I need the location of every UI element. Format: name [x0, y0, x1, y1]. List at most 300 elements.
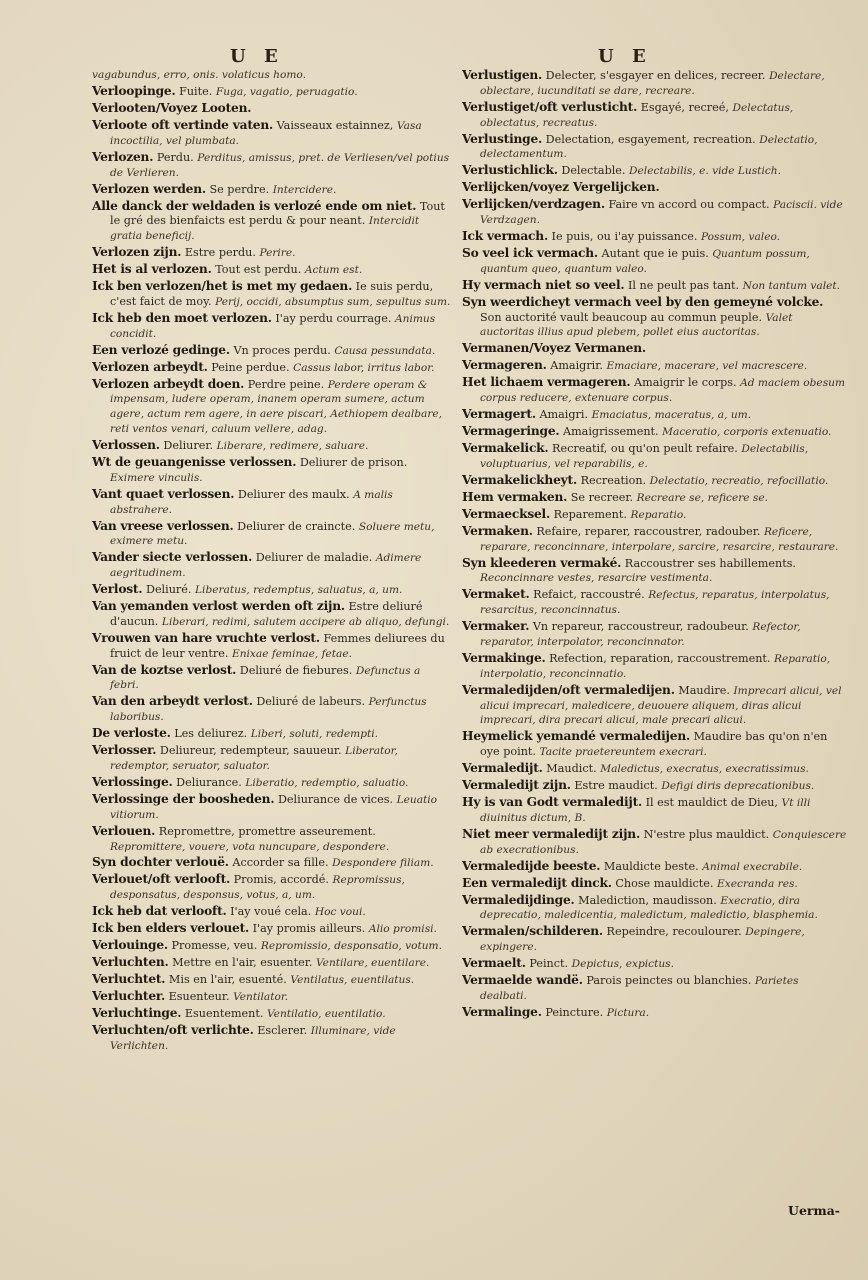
dictionary-entry: [462, 729, 848, 760]
latin-gloss: Animal execrabile.: [702, 860, 803, 873]
dictionary-entry: [92, 1006, 452, 1022]
french-gloss: Il est mauldict de Dieu,: [645, 796, 778, 810]
headword: Verlossinge.: [92, 774, 173, 789]
dictionary-entry: [92, 663, 452, 694]
dictionary-entry: [92, 311, 452, 342]
latin-gloss: Reparatio.: [630, 508, 687, 521]
latin-gloss: Liberi, soluti, redempti.: [250, 728, 379, 741]
dictionary-entry: [92, 921, 452, 937]
headword: Vermaledijde beeste.: [462, 858, 601, 873]
headword: Verluchter.: [92, 989, 166, 1004]
headword: Een verlozé gedinge.: [92, 342, 230, 357]
french-gloss: Mauldicte beste.: [603, 859, 699, 873]
dictionary-entry: [462, 132, 848, 163]
dictionary-entry: [92, 68, 452, 83]
latin-gloss: Delectatus, oblectatus, recreatus.: [480, 101, 794, 129]
french-gloss: Faire vn accord ou compact.: [608, 198, 770, 212]
latin-gloss: Paciscii. vide Verdzagen.: [480, 199, 843, 227]
running-head-right: U E: [598, 46, 652, 67]
headword: Ick heb den moet verlozen.: [92, 310, 272, 325]
french-gloss: Deliurer de maladie.: [255, 551, 373, 565]
french-gloss: Se recreer.: [570, 490, 634, 504]
french-gloss: Deliurer de craincte.: [237, 519, 356, 533]
french-gloss: I'ay perdu courrage.: [275, 311, 392, 325]
headword: Vermakelick.: [462, 441, 549, 456]
dictionary-entry: [462, 893, 848, 924]
french-gloss: Femmes deliurees du fruict de leur ventre.: [110, 631, 445, 660]
latin-gloss: Enixae feminae, fetae.: [231, 647, 353, 660]
latin-gloss: Valet auctoritas illius apud plebem, pollet eius auctoritas.: [480, 311, 793, 339]
latin-gloss: Repromissus, desponsatus, desponsus, votus, a, um.: [110, 874, 405, 902]
dictionary-entry: [92, 101, 452, 117]
headword: Verlouen.: [92, 823, 156, 838]
latin-gloss: Causa pessundata.: [334, 344, 436, 357]
headword: Verlosser.: [92, 743, 157, 758]
headword: Verluchtinge.: [92, 1006, 182, 1021]
dictionary-entry: [92, 455, 452, 486]
french-gloss: Esuentement.: [184, 1007, 264, 1021]
french-gloss: Repromettre, promettre asseurement.: [158, 824, 376, 838]
headword: Van yemanden verlost werden oft zijn.: [92, 599, 345, 614]
latin-gloss: Cassus labor, irritus labor.: [293, 361, 435, 374]
headword: Vermaelt.: [462, 956, 526, 971]
headword: Het lichaem vermageren.: [462, 375, 631, 390]
dictionary-entry: [462, 795, 848, 826]
headword: Verlossen.: [92, 437, 160, 452]
latin-gloss: Emaciare, macerare, vel macrescere.: [606, 360, 808, 373]
french-gloss: Reparement.: [553, 507, 627, 521]
headword: Van den arbeydt verlost.: [92, 694, 253, 709]
dictionary-entry: [92, 824, 452, 855]
dictionary-entry: [462, 424, 848, 440]
latin-gloss: A malis abstrahere.: [110, 488, 393, 516]
headword: Niet meer vermaledijt zijn.: [462, 826, 640, 841]
french-gloss: Vn proces perdu.: [233, 343, 331, 357]
french-gloss: Mettre en l'air, esuenter.: [172, 956, 313, 970]
french-gloss: Tout le gré des bienfaicts est perdu & pour neant.: [110, 199, 445, 228]
dictionary-entry: [462, 556, 848, 587]
headword: Vermaecksel.: [462, 506, 551, 521]
french-gloss: Recreation.: [580, 473, 647, 487]
dictionary-entry: [92, 872, 452, 903]
latin-gloss: Ventilatus, euentilatus.: [290, 974, 415, 987]
headword: Ick vermach.: [462, 229, 548, 244]
catchword: Uerma-: [788, 1203, 840, 1218]
dictionary-entry: [462, 859, 848, 875]
headword: Verlustinge.: [462, 131, 543, 146]
dictionary-entry: [92, 726, 452, 742]
headword: Een vermaledijt dinck.: [462, 875, 612, 890]
dictionary-entry: [462, 778, 848, 794]
dictionary-entry: [462, 490, 848, 506]
dictionary-entry: [462, 619, 848, 650]
headword: Vermaledijt zijn.: [462, 778, 571, 793]
french-gloss: Tout est perdu.: [215, 263, 302, 277]
french-gloss: Malediction, maudisson.: [578, 893, 717, 907]
headword: Vermaket.: [462, 587, 530, 602]
headword: Alle danck der weldaden is verlozé ende om niet.: [92, 198, 417, 213]
latin-gloss: Depingere, expingere.: [480, 926, 805, 954]
headword: Verluchten.: [92, 955, 169, 970]
latin-gloss: Vasa incoctilia, vel plumbata.: [110, 119, 422, 147]
french-gloss: Mis en l'air, esuenté.: [168, 973, 287, 987]
latin-gloss: Ventilatio, euentilatio.: [267, 1008, 386, 1021]
headword: Vermalinge.: [462, 1004, 542, 1019]
dictionary-entry: [462, 375, 848, 406]
dictionary-entry: [462, 1005, 848, 1021]
french-gloss: Amaigrissement.: [562, 425, 659, 439]
latin-gloss: Perire.: [259, 247, 296, 260]
latin-gloss: Reparatio, interpolatio, reconcinnatio.: [480, 653, 831, 680]
dictionary-entry: [462, 246, 848, 277]
headword: Syn weerdicheyt vermach veel by den gemeyné volcke.: [462, 294, 824, 309]
dictionary-entry: [462, 524, 848, 555]
latin-gloss: Parietes dealbati.: [480, 975, 799, 1002]
latin-gloss: Hoc voui.: [314, 906, 366, 919]
headword: Vermanen/Voyez Vermanen.: [462, 341, 646, 356]
french-gloss: Deliurer.: [163, 438, 214, 452]
french-gloss: N'estre plus mauldict.: [643, 827, 770, 841]
french-gloss: Accorder sa fille.: [232, 856, 329, 870]
dictionary-entry: [462, 956, 848, 972]
headword: Verlijcken/voyez Vergelijcken.: [462, 180, 660, 195]
latin-gloss: Delectabilis, e. vide Lustich.: [629, 165, 781, 178]
french-gloss: Autant que ie puis.: [601, 247, 709, 261]
headword: Vermaledijdinge.: [462, 892, 575, 907]
french-gloss: Repeindre, recoulourer.: [606, 925, 742, 939]
dictionary-entry: [462, 651, 848, 682]
headword: Hy vermach niet so veel.: [462, 277, 625, 292]
dictionary-entry: [92, 262, 452, 278]
dictionary-entry: [92, 487, 452, 518]
headword: Ick heb dat verlooft.: [92, 904, 227, 919]
latin-gloss: Refectus, reparatus, interpolatus, resarcitus, reconcinnatus.: [480, 589, 830, 617]
french-gloss: I'ay voué cela.: [230, 905, 312, 919]
latin-gloss: Delectatio, recreatio, refocillatio.: [649, 474, 829, 487]
french-gloss: Deliurance de vices.: [277, 792, 393, 806]
dictionary-entry: [462, 278, 848, 294]
french-gloss: Deliuré de labeurs.: [256, 695, 366, 709]
dictionary-entry: [462, 295, 848, 340]
dictionary-entry: [92, 377, 452, 437]
french-gloss: Esclerer.: [257, 1024, 308, 1038]
french-gloss: I'ay promis ailleurs.: [252, 922, 366, 936]
dictionary-entry: [462, 827, 848, 858]
headword: Vermakelickheyt.: [462, 472, 577, 487]
french-gloss: Esgayé, recreé,: [640, 100, 729, 114]
dictionary-entry: [462, 163, 848, 179]
headword: Syn dochter verlouë.: [92, 855, 229, 870]
headword: Ick ben verlozen/het is met my gedaen.: [92, 279, 353, 294]
french-gloss: Estre maudict.: [574, 779, 658, 793]
french-gloss: Estre perdu.: [184, 246, 256, 260]
dictionary-entry: [462, 507, 848, 523]
french-gloss: Amaigrir le corps.: [634, 376, 737, 390]
dictionary-entry: [92, 182, 452, 198]
latin-gloss: Defigi diris deprecationibus.: [661, 780, 815, 793]
headword: Hy is van Godt vermaledijt.: [462, 795, 643, 810]
french-gloss: Maudire.: [678, 683, 730, 697]
headword: Vermaledijden/oft vermaledijen.: [462, 682, 675, 697]
latin-gloss: Liberatio, redemptio, saluatio.: [245, 776, 409, 789]
dictionary-entry: [92, 631, 452, 662]
latin-gloss: Execratio, dira deprecatio, maledicentia, maledictum, maledictio, blasphemia.: [480, 894, 818, 922]
headword: Verloopinge.: [92, 83, 176, 98]
latin-gloss: Intercidere.: [272, 183, 337, 196]
dictionary-entry: [462, 197, 848, 228]
headword: Vermagert.: [462, 407, 536, 422]
dictionary-entry: [92, 582, 452, 598]
dictionary-entry: [462, 876, 848, 892]
french-gloss: Delecter, s'esgayer en delices, recreer.: [545, 69, 766, 82]
latin-gloss: Execranda res.: [717, 877, 798, 890]
french-gloss: Peine perdue.: [211, 360, 290, 374]
dictionary-entry: [92, 855, 452, 871]
french-gloss: Vn repareur, raccoustreur, radoubeur.: [532, 620, 749, 634]
latin-gloss: Imprecari alicui, vel alicui imprecari, maledicere, deuouere aliquem, diras alicui imprecari, dira precari alicui, male precari alicui.: [480, 684, 842, 727]
latin-gloss: Delectabilis, voluptuarius, vel reparabilis, e.: [480, 443, 809, 470]
french-gloss: Deliurer de prison.: [299, 455, 408, 469]
french-gloss: Ie suis perdu, c'est faict de moy.: [110, 280, 434, 308]
dictionary-entry: [462, 924, 848, 955]
headword: Vrouwen van hare vruchte verlost.: [92, 630, 320, 645]
headword: Vermageringe.: [462, 424, 560, 439]
dictionary-entry: [92, 1023, 452, 1054]
latin-gloss: Reficere, reparare, reconcinnare, interpolare, sarcire, resarcire, restaurare.: [480, 525, 839, 553]
french-gloss: Deliurer des maulx.: [237, 487, 350, 501]
french-gloss: Deliuré de fiebures.: [239, 663, 353, 677]
dictionary-entry: [462, 683, 848, 728]
dictionary-entry: [92, 775, 452, 791]
french-gloss: Maudire bas qu'on n'en oye point.: [480, 730, 828, 759]
headword: Het is al verlozen.: [92, 262, 212, 277]
headword: Vermalen/schilderen.: [462, 924, 603, 939]
french-gloss: Se perdre.: [209, 182, 270, 196]
french-gloss: Son auctorité vault beaucoup au commun peuple.: [480, 310, 763, 324]
dictionary-entry: [92, 599, 452, 630]
latin-gloss: Ad maciem obesum corpus reducere, extenuare corpus.: [480, 377, 846, 405]
latin-gloss: Intercidit gratia beneficij.: [110, 215, 420, 243]
latin-gloss: Leuatio vitiorum.: [110, 793, 438, 821]
latin-gloss: Vt illi diuinitus dictum, B.: [480, 797, 811, 824]
headword: Syn kleederen vermaké.: [462, 555, 622, 570]
dictionary-entry: [92, 792, 452, 823]
latin-gloss: Adimere aegritudinem.: [110, 552, 422, 580]
french-gloss: Les deliurez.: [174, 727, 248, 741]
latin-gloss: Conquiescere ab execrationibus.: [480, 828, 847, 856]
headword: Verlozen werden.: [92, 181, 206, 196]
dictionary-entry: [462, 473, 848, 489]
french-gloss: Perdre peine.: [247, 377, 325, 391]
headword: Vermageren.: [462, 358, 547, 373]
headword: Verlijcken/verdzagen.: [462, 197, 605, 212]
headword: Vermaker.: [462, 619, 530, 634]
latin-gloss: Reconcinnare vestes, resarcire vestimenta.: [480, 572, 713, 585]
latin-gloss: Perditus, amissus, pret. de Verliesen/vel potius de Verlieren.: [110, 151, 450, 179]
dictionary-entry: [92, 550, 452, 581]
dictionary-entry: [92, 972, 452, 988]
latin-gloss: Emaciatus, maceratus, a, um.: [591, 409, 752, 422]
french-gloss: Ie puis, ou i'ay puissance.: [551, 230, 698, 244]
headword: Vander siecte verlossen.: [92, 550, 253, 565]
latin-gloss: Liberator, redemptor, seruator, saluator.: [110, 745, 398, 772]
dictionary-entry: [92, 199, 452, 244]
french-gloss: Amaigrir.: [550, 359, 603, 373]
headword: Verlozen zijn.: [92, 245, 182, 260]
latin-gloss: Liberare, redimere, saluare.: [216, 439, 369, 452]
headword: De verloste.: [92, 726, 171, 741]
headword: Verlouet/oft verlooft.: [92, 872, 231, 887]
latin-gloss: Eximere vinculis.: [110, 471, 203, 484]
french-gloss: Refaict, raccoustré.: [533, 588, 645, 602]
dictionary-entry: [92, 360, 452, 376]
headword: Verluchtet.: [92, 972, 166, 987]
latin-gloss: Recreare se, reficere se.: [636, 491, 768, 504]
latin-gloss: Ventilare, euentilare.: [316, 957, 430, 970]
latin-gloss: vagabundus, erro, onis. volaticus homo.: [92, 69, 306, 81]
latin-gloss: Perfunctus laboribus.: [110, 696, 427, 724]
french-gloss: Chose mauldicte.: [615, 876, 714, 890]
french-gloss: Peinct.: [529, 957, 569, 971]
latin-gloss: Perdere operam & impensam, ludere operam, inanem operam sumere, actum agere, actum rem agere, in aere piscari, Aethiopem dealbare, reti ventos venari, caluum vellere, adag.: [110, 378, 443, 435]
dictionary-entry: [92, 743, 452, 774]
dictionary-entry: [462, 358, 848, 374]
dictionary-entry: [92, 118, 452, 149]
dictionary-entry: [92, 279, 452, 310]
dictionary-entry: [92, 245, 452, 261]
headword: Verlossinge der boosheden.: [92, 791, 275, 806]
dictionary-entry: [462, 180, 848, 196]
dictionary-entry: [462, 973, 848, 1004]
headword: Verlozen arbeydt doen.: [92, 376, 245, 391]
french-gloss: Esuenteur.: [168, 990, 230, 1004]
left-column: [92, 68, 452, 1055]
latin-gloss: Maledictus, execratus, execratissimus.: [600, 763, 809, 776]
running-head-left: U E: [230, 46, 284, 67]
latin-gloss: Soluere metu, eximere metu.: [110, 520, 435, 548]
latin-gloss: Maceratio, corporis extenuatio.: [662, 426, 832, 439]
latin-gloss: Ventilator.: [233, 991, 289, 1004]
dictionary-entry: [92, 343, 452, 359]
french-gloss: Fuite.: [179, 84, 213, 98]
french-gloss: Deliurance.: [176, 775, 242, 789]
latin-gloss: Non tantum valet.: [742, 279, 840, 292]
latin-gloss: Despondere filiam.: [332, 857, 434, 870]
headword: Van vreese verlossen.: [92, 518, 234, 533]
headword: Verlooten/Voyez Looten.: [92, 100, 252, 115]
french-gloss: Deliuré.: [145, 583, 192, 597]
headword: Hem vermaken.: [462, 489, 568, 504]
french-gloss: Delectation, esgayement, recreation.: [545, 132, 756, 146]
latin-gloss: Delectatio, delectamentum.: [480, 133, 818, 161]
headword: Verlustichlick.: [462, 163, 558, 178]
dictionary-entry: [462, 441, 848, 472]
headword: Vermaelde wandë.: [462, 973, 583, 988]
headword: Wt de geuangenisse verlossen.: [92, 454, 297, 469]
latin-gloss: Illuminare, vide Verlichten.: [110, 1025, 396, 1052]
headword: Vermakinge.: [462, 651, 546, 665]
dictionary-entry: [462, 100, 848, 131]
headword: Verlost.: [92, 582, 143, 597]
dictionary-entry: [92, 938, 452, 954]
dictionary-entry: [462, 229, 848, 245]
latin-gloss: Tacite praetereuntem execrari.: [539, 746, 707, 759]
latin-gloss: Possum, valeo.: [700, 231, 781, 244]
french-gloss: Amaigri.: [539, 408, 589, 422]
latin-gloss: Actum est.: [304, 264, 363, 277]
latin-gloss: Refector, reparator, interpolator, reconcinnator.: [480, 621, 801, 649]
headword: Vermaken.: [462, 523, 533, 538]
dictionary-entry: [92, 955, 452, 971]
dictionary-entry: [92, 519, 452, 550]
latin-gloss: Defunctus a febri.: [110, 664, 421, 692]
headword: Vant quaet verlossen.: [92, 486, 235, 501]
headword: Vermaledijt.: [462, 761, 543, 776]
dictionary-entry: [92, 989, 452, 1005]
dictionary-entry: [462, 587, 848, 618]
french-gloss: Deliureur, redempteur, sauueur.: [159, 744, 342, 758]
french-gloss: Raccoustrer ses habillements.: [624, 556, 796, 570]
latin-gloss: Liberatus, redemptus, saluatus, a, um.: [195, 584, 403, 597]
french-gloss: Perdu.: [156, 150, 194, 164]
french-gloss: Recreatif, ou qu'on peult refaire.: [552, 442, 738, 456]
latin-gloss: Repromittere, vouere, vota nuncupare, despondere.: [110, 840, 390, 853]
headword: So veel ick vermach.: [462, 246, 598, 261]
headword: Verlozen.: [92, 149, 154, 164]
headword: Verlustiget/oft verlusticht.: [462, 99, 638, 114]
dictionary-entry: [92, 694, 452, 725]
french-gloss: Refection, reparation, raccoustrement.: [549, 652, 771, 665]
headword: Verlozen arbeydt.: [92, 359, 208, 374]
dictionary-entry: [462, 68, 848, 99]
dictionary-entry: [462, 407, 848, 423]
latin-gloss: Alio promisi.: [368, 923, 437, 936]
headword: Verlustigen.: [462, 68, 543, 82]
headword: Verluchten/oft verlichte.: [92, 1023, 254, 1038]
latin-gloss: Quantum possum, quantum queo, quantum valeo.: [480, 248, 810, 275]
french-gloss: Estre deliuré d'aucun.: [110, 600, 423, 628]
headword: Verloote oft vertinde vaten.: [92, 117, 274, 132]
latin-gloss: Repromissio, desponsatio, votum.: [260, 940, 442, 953]
headword: Heymelick yemandé vermaledijen.: [462, 729, 691, 744]
french-gloss: Maudict.: [546, 762, 597, 776]
french-gloss: Delectable.: [561, 164, 626, 178]
french-gloss: Refaire, reparer, raccoustrer, radouber.: [536, 524, 761, 538]
dictionary-entry: [462, 341, 848, 357]
french-gloss: Il ne peult pas tant.: [628, 278, 740, 292]
french-gloss: Promis, accordé.: [233, 873, 329, 887]
dictionary-entry: [92, 904, 452, 920]
latin-gloss: Depictus, expictus.: [571, 958, 674, 971]
headword: Van de koztse verlost.: [92, 662, 237, 677]
french-gloss: Vaisseaux estainnez,: [276, 118, 394, 132]
dictionary-entry: [92, 150, 452, 181]
latin-gloss: Delectare, oblectare, iucunditati se dare, recreare.: [480, 70, 825, 97]
latin-gloss: Perij, occidi, absumptus sum, sepultus sum.: [215, 295, 451, 308]
latin-gloss: Pictura.: [606, 1006, 650, 1019]
headword: Ick ben elders verlouet.: [92, 921, 250, 936]
french-gloss: Peincture.: [545, 1005, 604, 1019]
right-column: [462, 68, 848, 1022]
french-gloss: Parois peinctes ou blanchies.: [586, 974, 752, 988]
dictionary-entry: [92, 84, 452, 100]
dictionary-entry: [462, 761, 848, 777]
headword: Verlouinge.: [92, 938, 168, 953]
latin-gloss: Liberari, redimi, salutem accipere ab aliquo, defungi.: [161, 615, 450, 628]
latin-gloss: Animus concidit.: [110, 312, 436, 340]
dictionary-entry: [92, 438, 452, 454]
latin-gloss: Fuga, vagatio, peruagatio.: [215, 85, 358, 98]
